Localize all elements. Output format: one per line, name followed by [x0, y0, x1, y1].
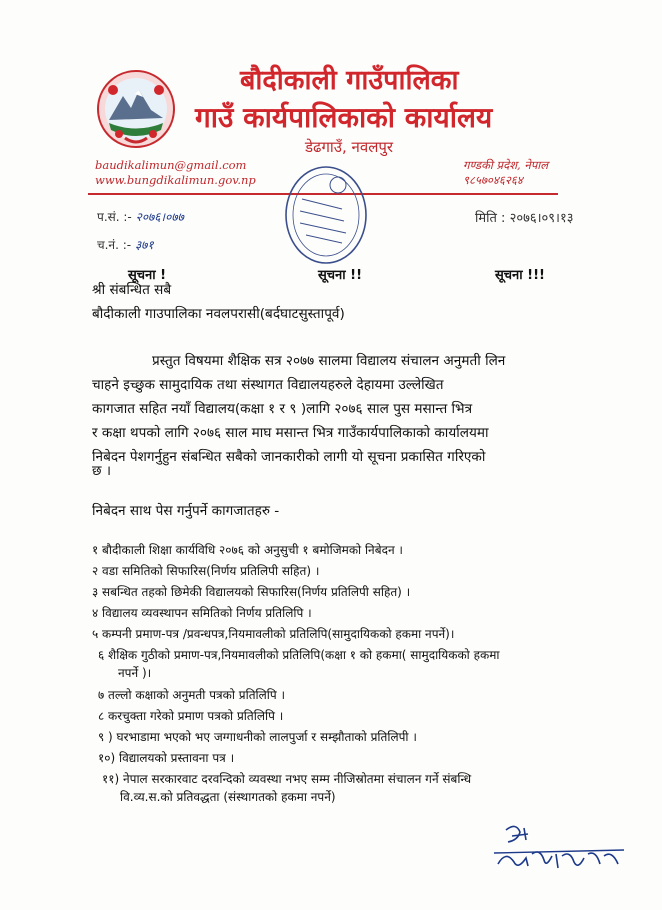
notice-heading-1: सूचना ! [128, 268, 167, 283]
paragraph-line-2: चाहने इच्छुक सामुदायिक तथा संस्थागत विद्यालयहरुले देहायमा उल्लेखित [92, 377, 444, 393]
list-item: ७ तल्लो कक्षाको अनुमती पत्रको प्रतिलिपि । [98, 688, 286, 702]
email-address: baudikalimun@gmail.com [95, 158, 247, 172]
paragraph-line-4: र कक्षा थपको लागि २०७६ साल माघ मसान्त भित्र गाउँकार्यपालिकाको कार्यालयमा [92, 425, 489, 441]
paragraph-line-6: छ । [92, 463, 112, 479]
list-item: १ बौदीकाली शिक्षा कार्यविधि २०७६ को अनुसुची १ बमोजिमको निबेदन । [92, 543, 403, 557]
paragraph-line-3: कागजात सहित नयाँ विद्यालय(कक्षा १ र ९ )लागि २०७६ साल पुस मसान्त भित्र [92, 401, 473, 417]
province-label: गण्डकी प्रदेश, नेपाल [463, 158, 549, 172]
nepal-emblem-icon [95, 68, 177, 150]
phone-number: ९८५७०४६२६४ [463, 173, 523, 187]
notice-heading-2: सूचना !! [318, 268, 363, 283]
list-item: २ वडा समितिको सिफारिस(निर्णय प्रतिलिपी सहित) । [92, 564, 320, 578]
ref-label: प.सं. :- [97, 210, 132, 224]
ref-value: २०७६।०७७ [135, 210, 184, 224]
date-label: मिति : २०७६।०९।१३ [475, 211, 574, 226]
list-item: ८ करचुक्ता गरेको प्रमाण पत्रको प्रतिलिपि । [98, 709, 284, 723]
list-item: ४ विद्यालय व्यवस्थापन समितिको निर्णय प्रतिलिपि । [92, 606, 312, 620]
recipient-line-1: श्री संबन्धित सबै [92, 282, 172, 298]
office-address: डेढगाउँ, नवलपुर [305, 138, 394, 156]
website-address: www.bungdikalimun.gov.np [95, 173, 256, 187]
recipient-line-2: बौदीकाली गाउपालिका नवलपरासी(बर्दघाटसुस्तापूर्व) [92, 306, 345, 322]
paragraph-line-1: प्रस्तुत विषयमा शैक्षिक सत्र २०७७ सालमा विद्यालय संचालन अनुमती लिन [152, 353, 506, 369]
list-item: १०) विद्यालयको प्रस्तावना पत्र । [98, 751, 235, 765]
list-item-continuation: वि.व्य.स.को प्रतिवद्धता (संस्थागतको हकमा नपर्ने) [120, 790, 336, 804]
paragraph-line-5: निबेदन पेशगर्नुहुन संबन्धित सबैको जानकारीको लागी यो सूचना प्रकासित गरिएको [92, 449, 486, 465]
list-item: ११) नेपाल सरकारवाट दरवन्दिको व्यवस्था नभए सम्म नीजिस्रोतमा संचालन गर्ने संबन्धि [102, 772, 472, 786]
dispatch-number [97, 236, 154, 253]
list-item: ३ सबन्धित तहको छिमेकी विद्यालयको सिफारिस(निर्णय प्रतिलिपी सहित) । [92, 585, 411, 599]
handwritten-signature-icon [492, 820, 632, 880]
list-item: ६ शैक्षिक गुठीको प्रमाण-पत्र,नियमावलीको प्रतिलिपि(कक्षा १ को हकमा( सामुदायिकको हकमा [98, 648, 500, 662]
org-name: बौदीकाली गाउँपालिका [240, 65, 459, 96]
dispatch-value: ३७१ [134, 238, 154, 252]
list-heading: निबेदन साथ पेस गर्नुपर्ने कागजातहरु - [92, 503, 280, 519]
list-item: ५ कम्पनी प्रमाण-पत्र /प्रवन्धपत्र,नियमावलीको प्रतिलिपि(सामुदायिकको हकमा नपर्ने)। [92, 627, 455, 641]
list-item: ९ ) घरभाडामा भएको भए जग्गाधनीको लालपुर्जा र सम्झौताको प्रतिलिपी । [98, 730, 417, 744]
dispatch-label: च.नं. :- [97, 238, 132, 252]
office-stamp-icon [282, 163, 370, 267]
office-name: गाउँ कार्यपालिकाको कार्यालय [195, 101, 493, 134]
ref-number [97, 208, 184, 225]
list-item-continuation: नपर्ने )। [118, 666, 152, 680]
notice-heading-3: सूचना !!! [495, 268, 545, 283]
